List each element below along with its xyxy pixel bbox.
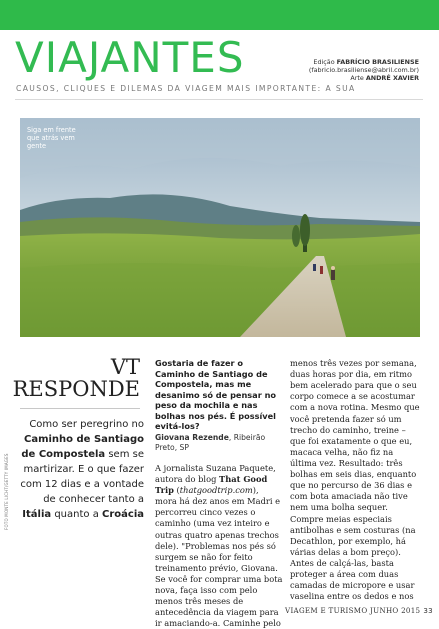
camino-photo [20,118,420,337]
section-title: VIAJANTES [15,33,245,82]
column-title-line2: RESPONDE [12,377,140,402]
page-number: 33 [423,606,433,615]
column-teaser: Como ser peregrino no Caminho de Santiago de Compostela sem se martirizar. E o que fazer com 12 dias e a vontade de conhecer tanto a Itália quanto a Croácia [20,419,144,520]
header-color-bar [0,0,439,30]
article-column-2 [290,358,420,602]
issue-date: JUNHO 2015 [370,606,421,615]
reader-question: Gostaria de fazer o Caminho de Santiago de Compostela, mas me desanimo só de pensar no peso da mochila e nas bolhas nos pés. É possível evitá-los? [155,358,277,431]
answer-start: A jornalista Suzana Paquete, autora do blog That Good Trip (thatgoodtrip.com), mora há dez anos em Madri e percorreu cinco vezes o caminho (uma vez inteiro e outras quatro apenas trechos dele). "Problemas nos pés só surgem se não for feito treinamento prévio, Giovana. Se você for comprar uma bota nova, faça isso com pelo menos três meses de antecedência da viagem para ir amaciando-a. Caminhe pelo [155,462,283,629]
art-credit: Arte ANDRÉ XAVIER [350,74,419,83]
page-footer [285,606,433,615]
answer-continued: menos três vezes por semana, duas horas por dia, em ritmo bem acelerado para que o seu corpo comece a se acostumar com a nova rotina. Mesmo que você pretenda fazer só um trecho do caminho, treine – que foi exatamente o que eu, macaca velha, não fiz na última vez. Resultado: três bolhas em seis dias, enquanto que no percurso de 36 dias e com bota amaciada não tive nem uma bolha sequer. Compre meias especiais antibolhas e sem costuras (na Decathlon, por exemplo, há várias delas a bom preço). Antes de calçá-las, basta proteger a área com duas camadas de micropore e usar vaselina entre os dedos e nos [290,358,420,602]
section-subtitle: CAUSOS, CLIQUES E DILEMAS DA VIAGEM MAIS IMPORTANTE: A SUA [16,84,356,93]
editorial-credits [309,58,419,83]
column-title [0,356,140,401]
photo-caption: Siga em frente que atrás vem gente [27,126,76,150]
editor-email: (fabricio.brasiliense@abril.com.br) [308,66,419,75]
edition-credit: Edição FABRÍCIO BRASILIENSE [313,58,419,66]
column-title-line1: VT [110,355,140,379]
reader-byline: Giovana Rezende, Ribeirão Preto, SP [155,432,266,452]
photo-credit: FOTO MONTE LICHT/GETTY IMAGES [4,453,9,530]
column-title-divider [20,408,140,409]
header-divider [15,99,423,100]
publication-name: VIAGEM E TURISMO [285,606,368,615]
article-column-1 [155,358,283,629]
camino-landscape-illustration [20,118,420,337]
